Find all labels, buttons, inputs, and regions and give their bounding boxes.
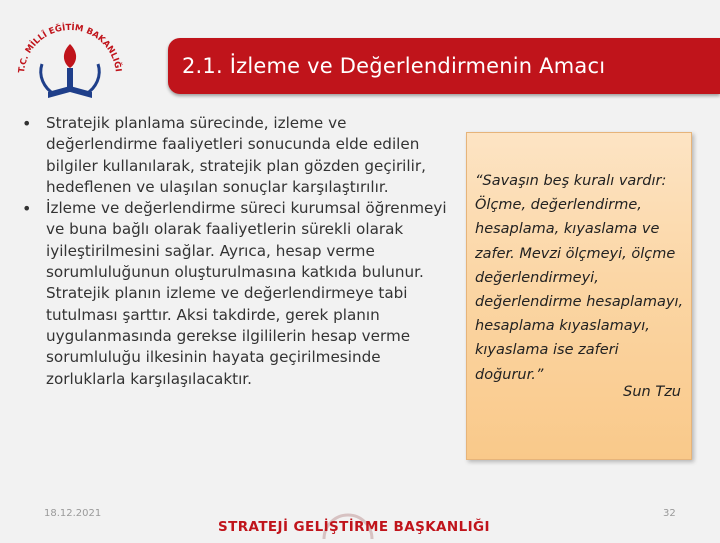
ministry-emblem-icon bbox=[8, 6, 126, 110]
bullet-icon: • bbox=[22, 199, 32, 219]
page-number: 32 bbox=[663, 508, 676, 519]
quote-box bbox=[466, 132, 692, 460]
bullet-list bbox=[20, 113, 450, 390]
slide-title: 2.1. İzleme ve Değerlendirmenin Amacı bbox=[182, 54, 606, 78]
bullet-text: İzleme ve değerlendirme süreci kurumsal öğrenmeyi ve buna bağlı olarak faaliyetlerin sürekli olarak iyileştirilmesini sağlar. Ayrıca, hesap verme sorumluluğunun oluşturulmasına katkıda bulunur. Stratejik planın izleme ve değerlendirmeye tabi tutulması şarttır. Aksi takdirde, gerek planın uygulanmasında gerekse ilgililerin hesap verme sorumluluğu ilkesinin hayata geçirilmesinde zorluklarla karşılaşılacaktır. bbox=[46, 199, 447, 388]
bullet-text: Stratejik planlama sürecinde, izleme ve değerlendirme faaliyetleri sonucunda elde edilen bilgiler kullanılarak, stratejik plan gözden geçirilir, hedeflenen ve ulaşılan sonuçlar karşılaştırılır. bbox=[46, 114, 426, 196]
quote-author: Sun Tzu bbox=[623, 384, 681, 400]
logo-arc-text: T.C. MİLLÎ EĞİTİM BAKANLIĞI bbox=[17, 22, 123, 74]
footer-date: 18.12.2021 bbox=[44, 508, 102, 519]
ministry-logo bbox=[8, 6, 126, 110]
bullet-item bbox=[20, 113, 450, 198]
title-bar bbox=[168, 38, 720, 94]
bullet-item bbox=[20, 198, 450, 390]
quote-text: “Savaşın beş kuralı vardır: Ölçme, değerlendirme, hesaplama, kıyaslama ve zafer. Mevzi ölçmeyi, ölçme değerlendirmeyi, değerlendirme hesaplamayı, hesaplama kıyaslamayı, kıyaslama ise zaferi doğurur.” bbox=[475, 173, 684, 383]
bullet-icon: • bbox=[22, 114, 32, 133]
footer-organization: STRATEJİ GELİŞTİRME BAŞKANLIĞI bbox=[218, 519, 490, 535]
